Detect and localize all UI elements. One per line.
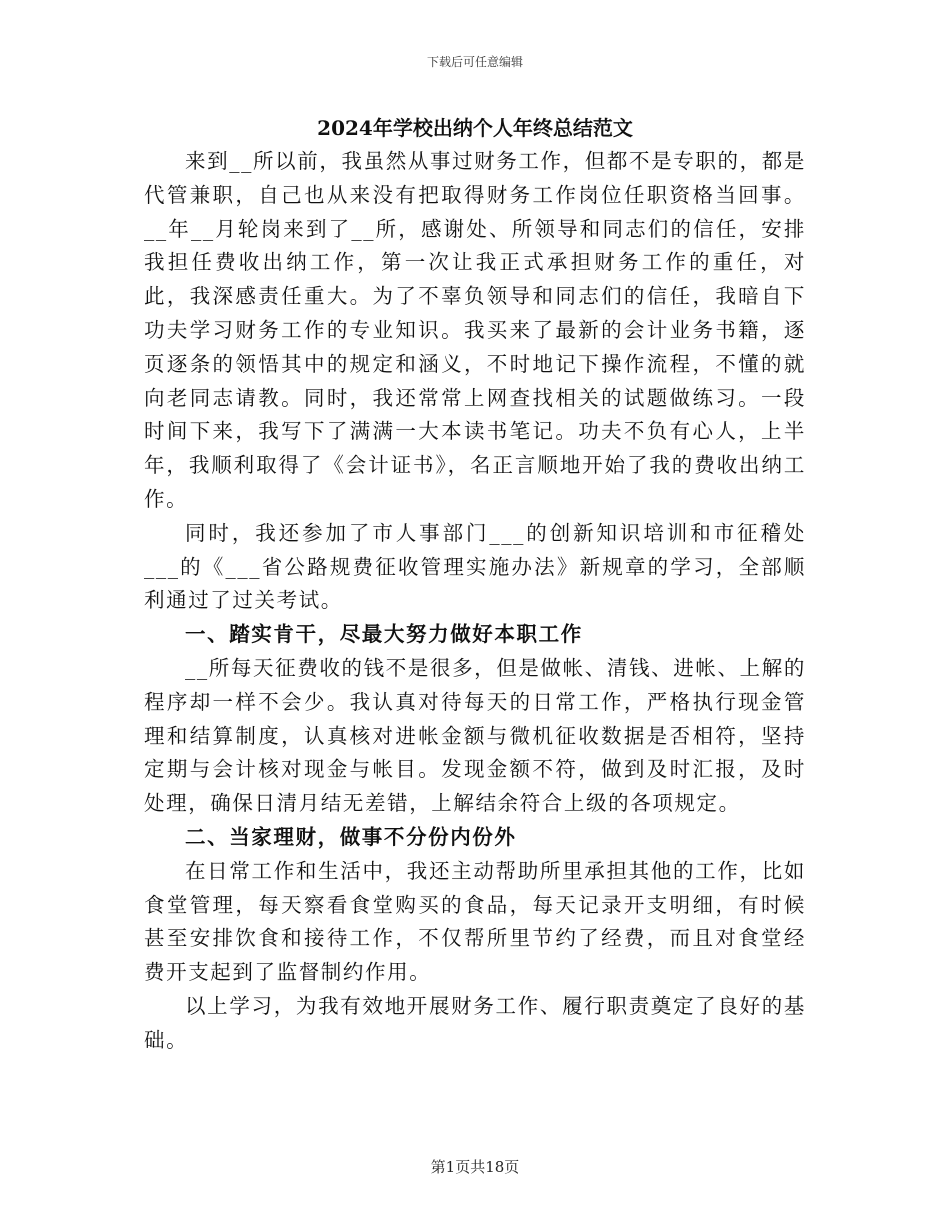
page-indicator: 第1页共18页 (430, 1158, 520, 1176)
paragraph-canteen: 在日常工作和生活中，我还主动帮助所里承担其他的工作，比如食堂管理，每天察看食堂购买的食品，每天记录开支明细，有时候甚至安排饮食和接待工作，不仅帮所里节约了经费，而且对食堂经费开支起到了监督制约作用。 (144, 858, 806, 985)
document-body (144, 145, 806, 1058)
paragraph-conclusion: 以上学习，为我有效地开展财务工作、履行职责奠定了良好的基础。 (144, 993, 806, 1052)
paragraph-intro: 来到__所以前，我虽然从事过财务工作，但都不是专职的，都是代管兼职，自己也从来没有把取得财务工作岗位任职资格当回事。__年__月轮岗来到了__所，感谢处、所领导和同志们的信任，安排我担任费收出纳工作，第一次让我正式承担财务工作的重任，对此，我深感责任重大。为了不辜负领导和同志们的信任，我暗自下功夫学习财务工作的专业知识。我买来了最新的会计业务书籍，逐页逐条的领悟其中的规定和涵义，不时地记下操作流程，不懂的就向老同志请教。同时，我还常常上网查找相关的试题做练习。一段时间下来，我写下了满满一大本读书笔记。功夫不负有心人，上半年，我顺利取得了《会计证书》，名正言顺地开始了我的费收出纳工作。 (144, 149, 806, 511)
section-heading-1: 一、踏实肯干，尽最大努力做好本职工作 (185, 622, 583, 647)
paragraph-training: 同时，我还参加了市人事部门___的创新知识培训和市征稽处___的《___省公路规费征收管理实施办法》新规章的学习，全部顺利通过了过关考试。 (144, 520, 806, 613)
download-note: 下载后可任意编辑 (426, 55, 523, 69)
section-heading-2: 二、当家理财，做事不分份内份外 (185, 824, 517, 849)
paragraph-daily-work: __所每天征费收的钱不是很多，但是做帐、清钱、进帐、上解的程序却一样不会少。我认真对待每天的日常工作，严格执行现金管理和结算制度，认真核对进帐金额与微机征收数据是否相符，坚持定期与会计核对现金与帐目。发现金额不符，做到及时汇报，及时处理，确保日清月结无差错，上解结余符合上级的各项规定。 (144, 655, 806, 816)
document-title: 2024年学校出纳个人年终总结范文 (317, 116, 633, 140)
